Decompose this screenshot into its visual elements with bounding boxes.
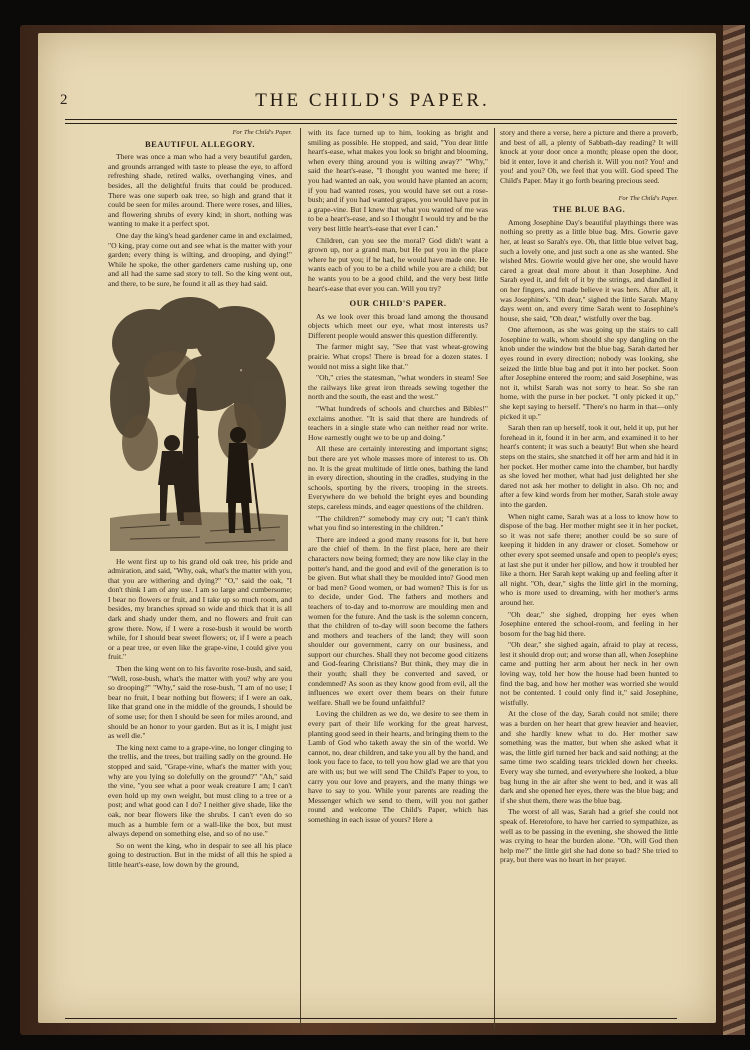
paragraph: One day the king's head gardener came in and exclaimed, "O king, pray come out and see what is the matter with your garden; every thing is wilting, and drooping, and dying!" While he spoke, the other gardeners came rushing up, one and all had the same sad story to tell. So the king went out, and there, to be sure, he found it all as they had said.	[108, 230, 292, 288]
paragraph: There was once a man who had a very beautiful garden, and grounds arranged with taste to please the eye, to afford refreshing shade, retired walks, overhanging vines, and besides, all the delightful fruits that could be produced. There was one superb oak tree, so high and grand that it could be seen for miles around. There were roses, and lilies, and flowering shrubs of every kind; in short, nothing was wanting to make it a perfect spot.	[108, 152, 292, 229]
byline: For The Child's Paper.	[618, 194, 678, 202]
article-title: THE BLUE BAG.	[552, 204, 626, 215]
footer-rule	[65, 1018, 677, 1019]
paragraph: "Oh dear," she sighed, dropping her eyes when Josephine entered the school-room, and feeling in her bosom for the bag hid there.	[500, 609, 678, 638]
running-title: THE CHILD'S PAPER.	[255, 90, 490, 111]
paragraph: So on went the king, who in despair to see all his place going to destruction. But in the midst of all this he spied a little heart's-ease, low down by the ground,	[108, 840, 292, 869]
paragraph: "The children?" somebody may cry out; "I can't think what you find so interesting in the children."	[308, 513, 488, 533]
paragraph: When night came, Sarah was at a loss to know how to dispose of the bag. Her mother might see it in her pocket, so it was not safe there; another could be so sure of keeping it hidden in any drawer or closet. Somehow or other every spot seemed unsafe and open to people's eyes; at last she put it under her pillow, and how it troubled her like a thorn. Her Sarah kept waking up and feeling after it all night. "Oh, dear," sighs the little girl in the morning, who is more used to dreaming, with her mother's arms around her.	[500, 511, 678, 607]
paragraph: "Oh dear," she sighed again, afraid to play at recess, lest it should drop out; and worse than all, when Josephine came and putting her arm about her neck in her own loving way, told her how the house had been hunted to find the bag, and how her mother was worried she would not be contented. I could only find it," said Josephine, wistfully.	[500, 640, 678, 707]
paragraph: Sarah then ran up herself, took it out, held it up, put her forehead in it, found it in her arm, and examined it to her heart's content; it was such a beauty! But when she heard steps on the stairs, she snatched it off her arm and hid it in her pocket. Her mother came into the chamber, but hardly as she loved her mother, what had just delighted her she dared not ask her mother to delight in also. Oh no; and after a few kind words from her mother, Sarah stole away into the garden.	[500, 423, 678, 509]
column-3	[500, 128, 678, 1033]
paragraph: At the close of the day, Sarah could not smile; there was a burden on her heart that grew heavier and heavier, and she hardly knew what to do. Her mother saw something was the matter, but when she asked what it was, the little girl turned her back and said nothing; at the same time two scalding tears trickled down her cheeks. Every way she turned, and everywhere she looked, a blue bag hung in the air after she went to bed, and it was all dark and she opened her eyes, there was the blue bag; and if she shut them, there was the blue bag.	[500, 709, 678, 805]
paragraph: with its face turned up to him, looking as bright and smiling as possible. He stopped, and said, "You dear little heart's-ease, what makes you look so bright and blooming, when every thing around you is wilting away?" "Why," said the heart's-ease, "I thought you wanted me here; if you had wanted an oak, you would have planted an acorn; if you had wanted roses, you would have set out a rose-bush; and if you had wanted grapes, you would have put in a grape-vine. But I knew that what you wanted of me was to be a heart's-ease, and so I thought I would try and be the very best little heart's-ease that ever I can."	[308, 128, 488, 233]
paragraph: "Oh," cries the statesman, "what wonders in steam! See the railways like great iron threads sewing together the north and the south, the east and the west."	[308, 373, 488, 402]
paragraph: Children, can you see the moral? God didn't want a grown up, nor a grand man, but He put you in the place where he put you; if he had, he would have made one. He wants each of you to be a child while you are a child; but he wants you to be a good child, and the very best little heart's-ease that ever you can. Will you try?	[308, 235, 488, 293]
paragraph: The worst of all was, Sarah had a grief she could not speak of. Heretofore, to have her carried to sympathize, as well as to be passing in the evening, she showed the little was crying to hear the burden alone. "Oh, will God then help me?" the little girl she had done so bad? She tried to pray, but there was no heart in her prayer.	[500, 807, 678, 865]
byline: For The Child's Paper.	[232, 129, 292, 136]
engraving-illustration	[110, 293, 288, 551]
page-header	[60, 92, 685, 120]
paragraph: As we look over this broad land among the thousand objects which meet our eye, what most interests us? Different people would answer this question differently.	[308, 311, 488, 340]
paragraph: story and there a verse, here a picture and there a proverb, and best of all, a plenty of Sabbath-day reading? It will knock at your door once a month; please open the door, bid it enter, love it and cherish it. Will you not? You! and you! and you? Oh, we feel that you will. God speed The Child's Paper. May it go forth bearing precious seed.	[500, 128, 678, 185]
article-title: OUR CHILD'S PAPER.	[349, 298, 447, 309]
column-divider	[494, 128, 495, 1028]
paragraph: All these are certainly interesting and important signs; but there are yet whole masses more of interest to us. Oh no. It is the great multitude of little ones, bathing the land in every direction, shouting in the cradles, studying in the schools, sporting by the rivers, trooping in the streets. Everywhere do we behold the bright eyes and bounding steps, careless minds, and eager questions of the children.	[308, 444, 488, 511]
paragraph: He went first up to his grand old oak tree, his pride and admiration, and said, "Why, oak, what's the matter with you, that you are withering and dying?" "O," said the oak, "I don't think I am of any use. I am so large and cumbersome; I bear no flowers or fruit, and I take up so much room, and besides, my branches spread so wide and thick that it is all dark and shady under them, and no flowers and fruit can grow there. Now, if I were a rose-bush it would be worth while, for I should bear sweet flowers; or, if I were a peach or a pear tree, or even like the grape-vine, I could give you fruit."	[108, 556, 292, 662]
column-1	[108, 128, 292, 1033]
paragraph: Loving the children as we do, we desire to see them in every part of their life working for the great harvest, planting good seed in their hearts, and bringing them to the Lamb of God who taketh away the sin of the world. We cannot, no, dear children, and take you all by the hand, and look you face to face, to tell you how glad we are that you are with us; but we will send The Child's Paper to you, to carry you our love and prayers, and the many things we have to say to you. While your parents are reading the Messenger which we send to them, will you not gather round and welcome The Child's Paper, which has something in each issue of yours? Here a	[308, 709, 488, 824]
paragraph: Among Josephine Day's beautiful playthings there was nothing so pretty as a little blue bag. Mrs. Gowrie gave her, at least so Sarah's eye. Oh, that little blue velvet bag, such a lovely one, and just such a one as she wanted. She wished Mrs. Gowrie would give her one, she would have cared a great deal more about it than Josephine. And Sarah eyed it, and felt of it by the strings, and dandled it on her fingers, and made believe it was hers. After all, it was Josephine's. "Oh dear," sighed the little Sarah. Many days went on, and every time Sarah went to Josephine's house, she said, "Oh dear," wistfully over the bag.	[500, 217, 678, 323]
article-title: BEAUTIFUL ALLEGORY.	[145, 138, 255, 149]
column-divider	[300, 128, 301, 1028]
header-rule	[65, 119, 677, 124]
paragraph: The king next came to a grape-vine, no longer clinging to the trellis, and the trees, but trailing sadly on the ground. He stopped and said, "Grape-vine, what's the matter with you; why are you lying so dolefully on the ground?" "Ah," said the vine, "you see what a poor weak creature I am; I can't even hold up my own weight, but must cling to a tree or a post; and what good can I do? I neither give shade, like the oak, nor bear flowers like the shrubs. I can't even do so much as a humble fern or a wall-like the box, but must always depend on something else, and so of no use."	[108, 742, 292, 839]
paragraph: "What hundreds of schools and churches and Bibles!" exclaims another. "It is said that there are hundreds of teachers in a single state who can neither read nor write. How earnestly ought we to be up and doing."	[308, 404, 488, 442]
column-2	[308, 128, 488, 1033]
marbled-edge	[723, 25, 745, 1035]
paragraph: Then the king went on to his favorite rose-bush, and said, "Well, rose-bush, what's the matter with you? why are you so drooping?" "Why," said the rose-bush, "I am of no use; I bear no fruit, I bear nothing but flowers; if I were an oak, like that grand one in the middle of the grounds, I should be of some use; for then I should be seen for miles around, and should be an honor to your garden. But as it is, I might just as well die."	[108, 664, 292, 741]
paragraph: One afternoon, as she was going up the stairs to call Josephine to walk, whom should she spy dangling on the knob under the window but the blue bag. Sarah darted her eyes round in every direction; nobody was looking, she seized the little blue bag and put it into her pocket. Soon after Josephine entered the room; and said Josephine, was not it, whilst Sarah was not sorry to hear. So she ran home, with the purse in her pocket. "I only picked it up," she kept saying to herself. "There's no harm in that—only picked it up."	[500, 325, 678, 421]
page-number: 2	[60, 92, 68, 108]
paragraph: The farmer might say, "See that vast wheat-growing prairie. What crops! There is bread for a dozen states. I would not miss a sight like that."	[308, 342, 488, 371]
engraving-image	[110, 293, 288, 551]
paragraph: There are indeed a good many reasons for it, but here are the chief of them. In the first place, here are their characters now being formed; they are now like clay in the potter's hand, and the good and evil of the generation is to be given. But what shall they be moulded into? Good men or bad men? Good women, or bad women? This is for us to decide, under God. The fathers and mothers and teachers of to-day and to-morrow are moulding men and women for the future. And the task is the solemn concern, that the children of to-day will soon become the fathers and mothers and teachers of the land; they will soon shoulder our government, carry on our business, and support our churches. Shall they not become good citizens and God-fearing Christians? But think, they may die in their youth; shall they be converted and saved, or condemned? As soon as they know good from evil, all the influences we exert over them bears on their future welfare. Shall we be found unfaithful?	[308, 534, 488, 707]
